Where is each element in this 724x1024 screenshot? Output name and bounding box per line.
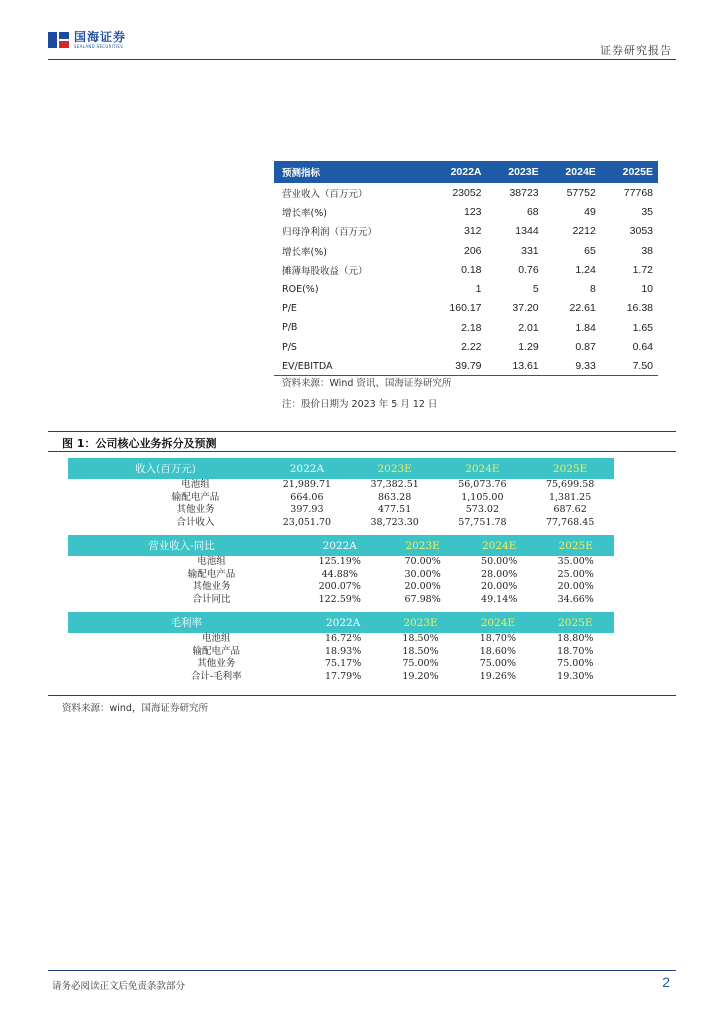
cell: 16.38 — [626, 302, 653, 315]
table-row — [274, 357, 658, 376]
cell: 687.62 — [553, 504, 587, 516]
cell: 2.01 — [518, 321, 539, 334]
cell: 16.72% — [325, 633, 362, 645]
cell: 38 — [641, 244, 653, 257]
column-header: 2023E — [384, 535, 461, 556]
cell: 206 — [463, 244, 482, 257]
table-row — [274, 299, 658, 318]
logo-name-cn: 国海证券 — [74, 30, 127, 44]
cell: 20.00% — [404, 581, 441, 593]
table-row — [68, 646, 614, 659]
cell: 30.00% — [404, 568, 441, 580]
cell: 200.07% — [318, 581, 361, 593]
cell: 17.79% — [325, 670, 362, 682]
cell: 8 — [589, 283, 596, 296]
row-label: 增长率(%) — [282, 246, 327, 258]
cell: 22.61 — [569, 302, 596, 315]
column-header: 2023E — [351, 458, 439, 479]
cell: 77,768.45 — [545, 516, 595, 528]
cell: 28.00% — [481, 568, 518, 580]
cell: 75,699.58 — [545, 479, 595, 491]
cell: 0.64 — [632, 341, 653, 354]
table-row — [274, 260, 658, 279]
cell: 7.50 — [601, 357, 658, 376]
cell: 18.70% — [479, 633, 516, 645]
row-label: 输配电产品 — [192, 645, 240, 657]
table-row — [68, 594, 614, 607]
table-row — [68, 492, 614, 505]
row-label: P/B — [282, 322, 298, 334]
cell: 664.06 — [290, 491, 324, 503]
logo-icon — [48, 30, 70, 50]
row-label: 电池组 — [197, 556, 226, 568]
cell: 65 — [584, 244, 596, 257]
column-header: 2022A — [304, 612, 381, 633]
page-number: 2 — [662, 974, 670, 990]
cell: 18.50% — [402, 633, 439, 645]
column-header: 2024E — [459, 612, 536, 633]
cell: 18.80% — [557, 633, 594, 645]
figure-title-bar — [48, 431, 676, 452]
column-header: 2024E — [439, 458, 527, 479]
table-row — [68, 658, 614, 671]
cell: 77768 — [623, 186, 653, 199]
row-label: 增长率(%) — [282, 207, 327, 219]
row-label: 输配电产品 — [171, 491, 220, 503]
row-label: ROE(%) — [282, 283, 319, 295]
cell: 863.28 — [378, 491, 412, 503]
cell: 1.84 — [575, 321, 596, 334]
row-label: P/S — [282, 341, 297, 353]
row-label: 其他业务 — [176, 504, 215, 516]
cell: 0.76 — [518, 263, 539, 276]
logo-name-en: SEALAND SECURITIES — [74, 44, 124, 49]
section-title: 收入(百万元) — [68, 458, 263, 479]
column-header: 2024E — [461, 535, 538, 556]
column-header: 2023E — [487, 161, 544, 183]
cell: 34.66% — [557, 593, 594, 605]
cell: 331 — [521, 244, 539, 257]
cell: 13.61 — [487, 357, 544, 376]
cell: 18.50% — [402, 645, 439, 657]
cell: 397.93 — [290, 504, 324, 516]
row-label: EV/EBITDA — [274, 357, 427, 376]
cell: 25.00% — [557, 568, 594, 580]
cell: 160.17 — [449, 302, 482, 315]
column-header: 预测指标 — [274, 161, 427, 183]
table-row — [68, 517, 614, 530]
cell: 38,723.30 — [370, 516, 419, 528]
table-row — [68, 671, 614, 684]
table-row — [68, 479, 614, 492]
company-logo — [48, 30, 126, 50]
cell: 125.19% — [318, 556, 361, 568]
cell: 1.29 — [518, 341, 539, 354]
cell: 49.14% — [481, 593, 518, 605]
row-label: 合计收入 — [176, 516, 215, 528]
table-row — [68, 633, 614, 646]
figure-source-note: 资料来源：wind，国海证券研究所 — [62, 703, 208, 714]
cell: 122.59% — [318, 593, 361, 605]
cell: 23052 — [452, 186, 482, 199]
table-row — [68, 556, 614, 569]
cell: 21,989.71 — [282, 479, 332, 491]
figure-title: 图 1：公司核心业务拆分及预测 — [62, 437, 217, 450]
cell: 56,073.76 — [458, 479, 507, 491]
cell: 123 — [463, 205, 482, 218]
gross-margin-table — [68, 612, 614, 683]
cell: 1 — [475, 283, 482, 296]
row-label: 归母净利润（百万元） — [282, 227, 378, 239]
table-row — [68, 504, 614, 517]
cell: 18.60% — [479, 645, 516, 657]
cell: 38723 — [509, 186, 539, 199]
cell: 44.88% — [321, 568, 358, 580]
cell: 39.79 — [427, 357, 487, 376]
column-header: 2025E — [537, 535, 614, 556]
section-header-row — [68, 612, 614, 633]
cell: 75.00% — [557, 658, 594, 670]
table-row — [274, 183, 658, 202]
cell: 35 — [641, 205, 653, 218]
revenue-breakdown-table — [68, 458, 614, 529]
column-header: 2023E — [382, 612, 459, 633]
cell: 573.02 — [465, 504, 499, 516]
cell: 75.00% — [402, 658, 439, 670]
column-header: 2022A — [427, 161, 487, 183]
cell: 67.98% — [404, 593, 441, 605]
table-row — [274, 279, 658, 298]
cell: 49 — [584, 205, 596, 218]
report-type-label: 证券研究报告 — [600, 44, 672, 57]
table-row — [274, 202, 658, 221]
row-label: 摊薄每股收益（元） — [282, 265, 368, 277]
table-row — [68, 569, 614, 582]
cell: 75.17% — [325, 658, 362, 670]
cell: 37.20 — [512, 302, 539, 315]
column-header: 2025E — [526, 458, 614, 479]
cell: 19.30% — [557, 670, 594, 682]
cell: 35.00% — [557, 556, 594, 568]
row-label: 合计同比 — [192, 593, 231, 605]
row-label: 合计-毛利率 — [190, 670, 242, 682]
row-label: 其他业务 — [197, 658, 236, 670]
cell: 37,382.51 — [370, 479, 419, 491]
section-title: 毛利率 — [68, 612, 304, 633]
section-title: 营业收入-同比 — [68, 535, 295, 556]
cell: 50.00% — [481, 556, 518, 568]
price-date-note: 注：股价日期为 2023 年 5 月 12 日 — [282, 399, 438, 410]
cell: 20.00% — [557, 581, 594, 593]
cell: 312 — [463, 225, 482, 238]
cell: 477.51 — [378, 504, 412, 516]
column-header: 2025E — [537, 612, 614, 633]
cell: 1.72 — [632, 263, 653, 276]
cell: 1344 — [515, 225, 539, 238]
cell: 75.00% — [479, 658, 516, 670]
cell: 1.65 — [632, 321, 653, 334]
cell: 19.20% — [402, 670, 439, 682]
page-header — [48, 28, 676, 60]
column-header: 2022A — [263, 458, 351, 479]
cell: 20.00% — [481, 581, 518, 593]
forecast-header-row — [274, 161, 658, 183]
cell: 1.24 — [575, 263, 596, 276]
cell: 0.87 — [575, 341, 596, 354]
table-row — [274, 318, 658, 337]
cell: 2212 — [572, 225, 596, 238]
table-row — [274, 222, 658, 241]
revenue-growth-table — [68, 535, 614, 606]
row-label: P/E — [282, 302, 297, 314]
row-label: 电池组 — [181, 479, 210, 491]
section-header-row — [68, 535, 614, 556]
table-row — [68, 581, 614, 594]
row-label: 其他业务 — [192, 581, 231, 593]
forecast-table — [274, 161, 658, 376]
cell: 2.22 — [461, 341, 482, 354]
cell: 19.26% — [479, 670, 516, 682]
cell: 68 — [526, 205, 539, 218]
table-row — [274, 241, 658, 260]
forecast-source-note: 资料来源：Wind 资讯、国海证券研究所 — [282, 378, 452, 389]
cell: 57,751.78 — [458, 516, 507, 528]
cell: 1,381.25 — [548, 491, 592, 503]
column-header: 2025E — [601, 161, 658, 183]
row-label: 电池组 — [201, 633, 231, 645]
row-label: 输配电产品 — [187, 568, 236, 580]
table-row — [274, 337, 658, 356]
page-footer — [48, 970, 676, 1000]
cell: 23,051.70 — [282, 516, 332, 528]
cell: 1,105.00 — [461, 491, 504, 503]
cell: 0.18 — [461, 263, 482, 276]
column-header: 2022A — [295, 535, 384, 556]
cell: 5 — [532, 283, 539, 296]
column-header: 2024E — [544, 161, 601, 183]
cell: 18.70% — [557, 645, 594, 657]
cell: 70.00% — [404, 556, 441, 568]
cell: 10 — [641, 283, 653, 296]
row-label: 营业收入（百万元） — [282, 188, 368, 200]
disclaimer-text: 请务必阅读正文后免责条款部分 — [52, 981, 186, 992]
cell: 2.18 — [461, 321, 482, 334]
section-header-row — [68, 458, 614, 479]
cell: 57752 — [566, 186, 596, 199]
cell: 3053 — [629, 225, 653, 238]
cell: 18.93% — [325, 645, 362, 657]
cell: 9.33 — [544, 357, 601, 376]
